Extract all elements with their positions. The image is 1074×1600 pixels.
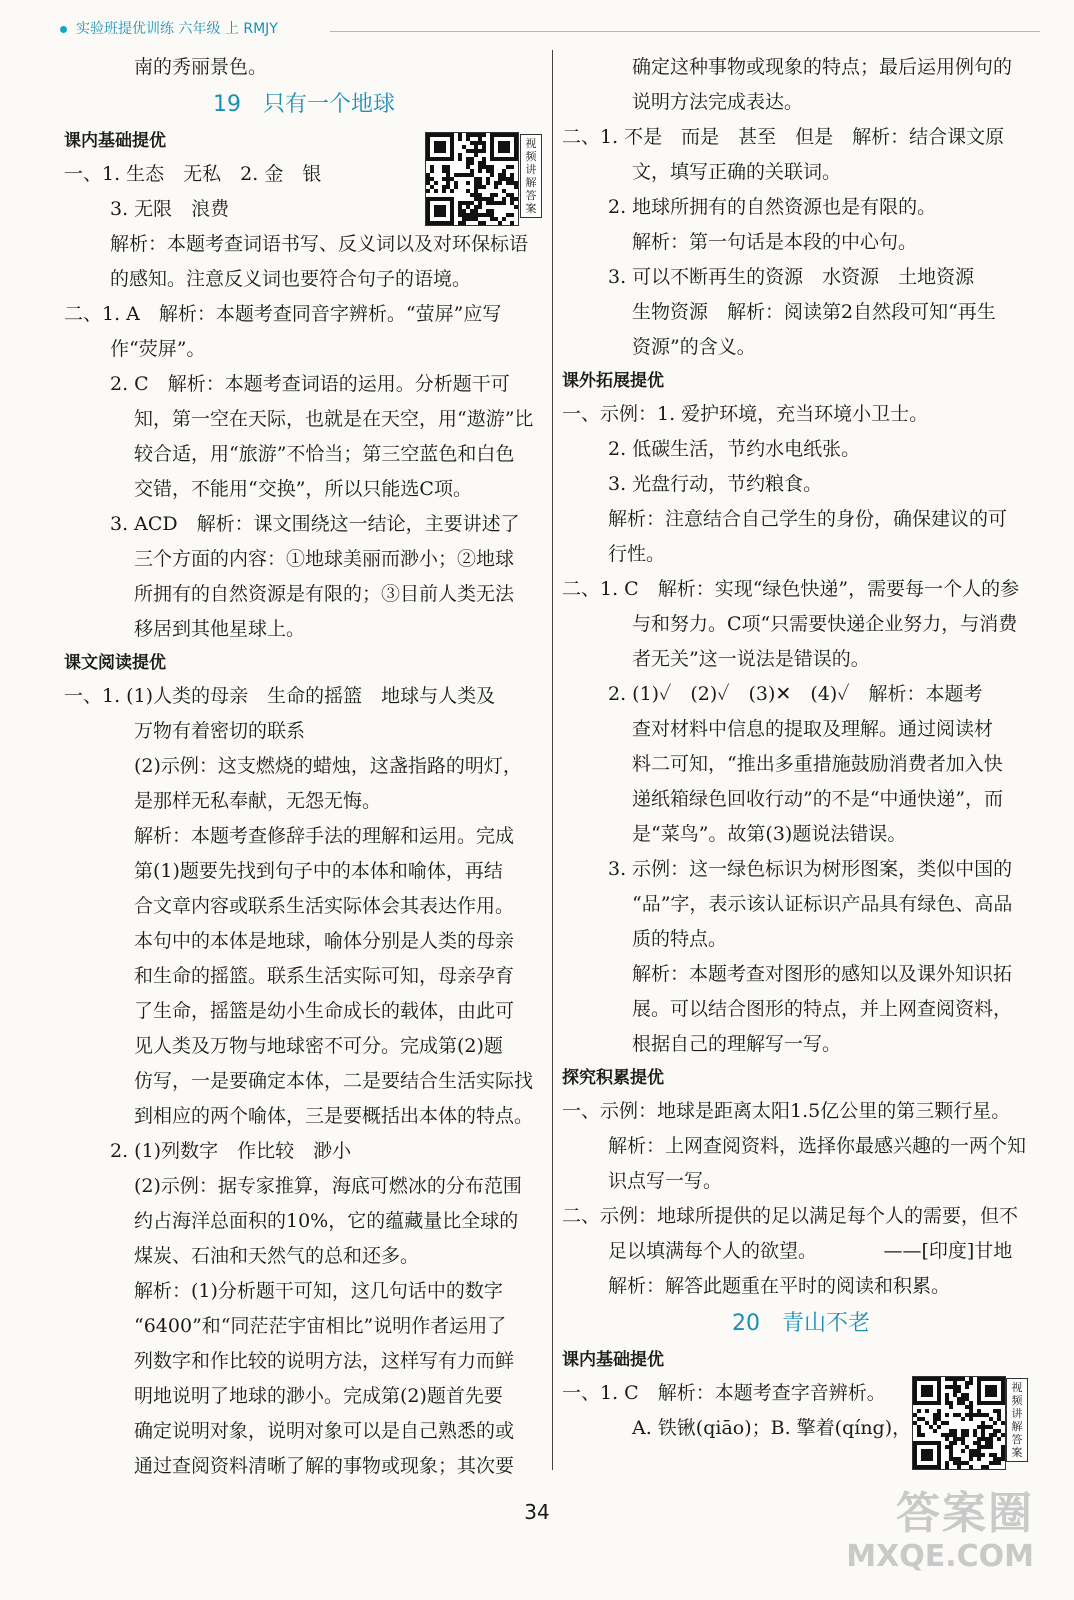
answer-line: (2)示例：这支燃烧的蜡烛，这盏指路的明灯， bbox=[134, 755, 522, 777]
qr-caption-top: 视频讲解答案 bbox=[520, 134, 542, 218]
answer-line: 二、1. A 解析：本题考查同音字辨析。“萤屏”应写 bbox=[64, 303, 502, 325]
answer-line: 约占海洋总面积的10%，它的蕴藏量比全球的 bbox=[134, 1210, 519, 1232]
answer-line: 解析：第一句话是本段的中心句。 bbox=[632, 231, 918, 253]
answer-line: 确定这种事物或现象的特点；最后运用例句的 bbox=[632, 56, 1013, 78]
answer-line: 是那样无私奉献，无怨无悔。 bbox=[134, 790, 382, 812]
answer-line: 2. 低碳生活，节约水电纸张。 bbox=[608, 438, 861, 460]
left-column bbox=[64, 50, 544, 1484]
qr-pattern bbox=[426, 133, 518, 225]
answer-line: 解析：本题考查修辞手法的理解和运用。完成 bbox=[134, 825, 515, 847]
answer-line: 2. (1)✓ (2)✓ (3)✕ (4)✓ 解析：本题考 bbox=[608, 683, 983, 705]
header-rule bbox=[330, 31, 1040, 32]
answer-line: (2)示例：据专家推算，海底可燃冰的分布范围 bbox=[134, 1175, 522, 1197]
answer-line: 二、1. 不是 而是 甚至 但是 解析：结合课文原 bbox=[562, 126, 1005, 148]
answer-line: 和生命的摇篮。联系生活实际可知，母亲孕育 bbox=[134, 965, 515, 987]
answer-line: 交错，不能用“交换”，所以只能选C项。 bbox=[134, 478, 472, 500]
answer-line: 解析：上网查阅资料，选择你最感兴趣的一两个知 bbox=[608, 1135, 1027, 1157]
answer-line: 列数字和作比较的说明方法，这样写有力而鲜 bbox=[134, 1350, 515, 1372]
answer-line: 3. 光盘行动，节约粮食。 bbox=[608, 473, 823, 495]
answer-line: 识点写一写。 bbox=[608, 1170, 723, 1192]
section-heading: 探究积累提优 bbox=[562, 1068, 664, 1088]
answer-line: 到相应的两个喻体，三是要概括出本体的特点。 bbox=[134, 1105, 534, 1127]
answer-line: 说明方法完成表达。 bbox=[632, 91, 804, 113]
answer-line: 一、示例：地球是距离太阳1.5亿公里的第三颗行星。 bbox=[562, 1100, 1011, 1122]
watermark-url: MXQE.COM bbox=[846, 1539, 1034, 1574]
watermark-title: 答案圈 bbox=[896, 1488, 1034, 1539]
answer-line: 作“荧屏”。 bbox=[110, 338, 206, 360]
answer-line: 所拥有的自然资源是有限的；③目前人类无法 bbox=[134, 583, 515, 605]
answer-line: 二、示例：地球所提供的足以满足每个人的需要，但不 bbox=[562, 1205, 1019, 1227]
answer-line: 第(1)题要先找到句子中的本体和喻体，再结 bbox=[134, 860, 503, 882]
section-heading: 课文阅读提优 bbox=[64, 653, 166, 673]
answer-line: 者无关”这一说法是错误的。 bbox=[632, 648, 870, 670]
answer-line: 解析：本题考查词语书写、反义词以及对环保标语 bbox=[110, 233, 529, 255]
lesson-number: 19 bbox=[212, 92, 241, 117]
answer-line: 查对材料中信息的提取及理解。通过阅读材 bbox=[632, 718, 994, 740]
answer-line: 生物资源 解析：阅读第2自然段可知“再生 bbox=[632, 301, 996, 323]
answer-line: 本句中的本体是地球，喻体分别是人类的母亲 bbox=[134, 930, 515, 952]
answer-line: 较合适，用“旅游”不恰当；第三空蓝色和白色 bbox=[134, 443, 515, 465]
answer-line: 一、示例：1. 爱护环境，充当环境小卫士。 bbox=[562, 403, 929, 425]
answer-line: 二、1. C 解析：实现“绿色快递”，需要每一个人的参 bbox=[562, 578, 1020, 600]
answer-line: 资源”的含义。 bbox=[632, 336, 756, 358]
answer-line: 一、1. 生态 无私 2. 金 银 bbox=[64, 163, 322, 185]
answer-line: 通过查阅资料清晰了解的事物或现象；其次要 bbox=[134, 1455, 515, 1477]
answer-line: 料二可知，“推出多重措施鼓励消费者加入快 bbox=[632, 753, 1003, 775]
answer-line: “6400”和“同茫茫宇宙相比”说明作者运用了 bbox=[134, 1315, 507, 1337]
answer-line: 是“菜鸟”。故第(3)题说法错误。 bbox=[632, 823, 907, 845]
qr-code-bottom[interactable] bbox=[912, 1376, 1006, 1470]
answer-line: 见人类及万物与地球密不可分。完成第(2)题 bbox=[134, 1035, 503, 1057]
answer-line: 行性。 bbox=[608, 543, 666, 565]
answer-line: 解析：注意结合自己学生的身份，确保建议的可 bbox=[608, 508, 1008, 530]
answer-line: A. 铁锹(qiāo)；B. 擎着(qíng)， bbox=[632, 1417, 912, 1439]
header-text: 实验班提优训练 六年级 上 RMJY bbox=[76, 21, 278, 37]
answer-line: 一、1. C 解析：本题考查字音辨析。 bbox=[562, 1382, 886, 1404]
answer-line: 3. 无限 浪费 bbox=[110, 198, 230, 220]
watermark bbox=[846, 1488, 1034, 1574]
section-heading: 课内基础提优 bbox=[562, 1350, 664, 1370]
lesson-name: 只有一个地球 bbox=[262, 92, 395, 117]
lesson-title bbox=[562, 1304, 1040, 1344]
answer-line: 明地说明了地球的渺小。完成第(2)题首先要 bbox=[134, 1385, 503, 1407]
answer-line: 煤炭、石油和天然气的总和还多。 bbox=[134, 1245, 420, 1267]
answer-line: 2. 地球所拥有的自然资源也是有限的。 bbox=[608, 196, 937, 218]
header-bullet bbox=[60, 26, 67, 33]
column-divider bbox=[552, 50, 553, 1470]
qr-pattern bbox=[913, 1377, 1005, 1469]
answer-line: 质的特点。 bbox=[632, 928, 728, 950]
lesson-name: 青山不老 bbox=[781, 1311, 870, 1336]
lesson-number: 20 bbox=[731, 1311, 760, 1336]
section-heading: 课外拓展提优 bbox=[562, 371, 664, 391]
answer-line: 递纸箱绿色回收行动”的不是“中通快递”，而 bbox=[632, 788, 1004, 810]
answer-line: 了生命，摇篮是幼小生命成长的载体，由此可 bbox=[134, 1000, 515, 1022]
answer-line: 3. 可以不断再生的资源 水资源 土地资源 bbox=[608, 266, 975, 288]
answer-line: 3. 示例：这一绿色标识为树形图案，类似中国的 bbox=[608, 858, 1013, 880]
lesson-title bbox=[64, 85, 544, 125]
answer-line: 与和努力。C项“只需要快递企业努力，与消费 bbox=[632, 613, 1018, 635]
answer-line: 解析：(1)分析题干可知，这几句话中的数字 bbox=[134, 1280, 503, 1302]
answer-line: 3. ACD 解析：课文围绕这一结论，主要讲述了 bbox=[110, 513, 520, 535]
answer-line: 移居到其他星球上。 bbox=[134, 618, 306, 640]
answer-line: 万物有着密切的联系 bbox=[134, 720, 306, 742]
answer-line: 2. (1)列数字 作比较 渺小 bbox=[110, 1140, 352, 1162]
answer-line: 2. C 解析：本题考查词语的运用。分析题干可 bbox=[110, 373, 510, 395]
answer-line: 解析：本题考查对图形的感知以及课外知识拓 bbox=[632, 963, 1013, 985]
answer-line: “品”字，表示该认证标识产品具有绿色、高品 bbox=[632, 893, 1013, 915]
answer-line: 的感知。注意反义词也要符合句子的语境。 bbox=[110, 268, 472, 290]
qr-caption-bottom: 视频讲解答案 bbox=[1006, 1378, 1028, 1462]
answer-line: 根据自己的理解写一写。 bbox=[632, 1033, 842, 1055]
page-number: 34 bbox=[524, 1500, 550, 1524]
answer-line: 三个方面的内容：①地球美丽而渺小；②地球 bbox=[134, 548, 515, 570]
answer-line: 文，填写正确的关联词。 bbox=[632, 161, 842, 183]
qr-code-top[interactable] bbox=[425, 132, 519, 226]
answer-line: 一、1. (1)人类的母亲 生命的摇篮 地球与人类及 bbox=[64, 685, 496, 707]
right-column bbox=[562, 50, 1040, 1446]
answer-line: 解析：解答此题重在平时的阅读和积累。 bbox=[608, 1275, 951, 1297]
answer-line: 知，第一空在天际，也就是在天空，用“遨游”比 bbox=[134, 408, 534, 430]
answer-line: 展。可以结合图形的特点，并上网查阅资料， bbox=[632, 998, 1013, 1020]
answer-line: 确定说明对象，说明对象可以是自己熟悉的或 bbox=[134, 1420, 515, 1442]
answer-line: 南的秀丽景色。 bbox=[134, 56, 268, 78]
answer-line: 足以填满每个人的欲望。 ——[印度]甘地 bbox=[608, 1240, 1013, 1262]
running-header bbox=[60, 18, 1040, 40]
answer-line: 合文章内容或联系生活实际体会其表达作用。 bbox=[134, 895, 515, 917]
answer-line: 仿写，一是要确定本体，二是要结合生活实际找 bbox=[134, 1070, 534, 1092]
section-heading: 课内基础提优 bbox=[64, 131, 166, 151]
